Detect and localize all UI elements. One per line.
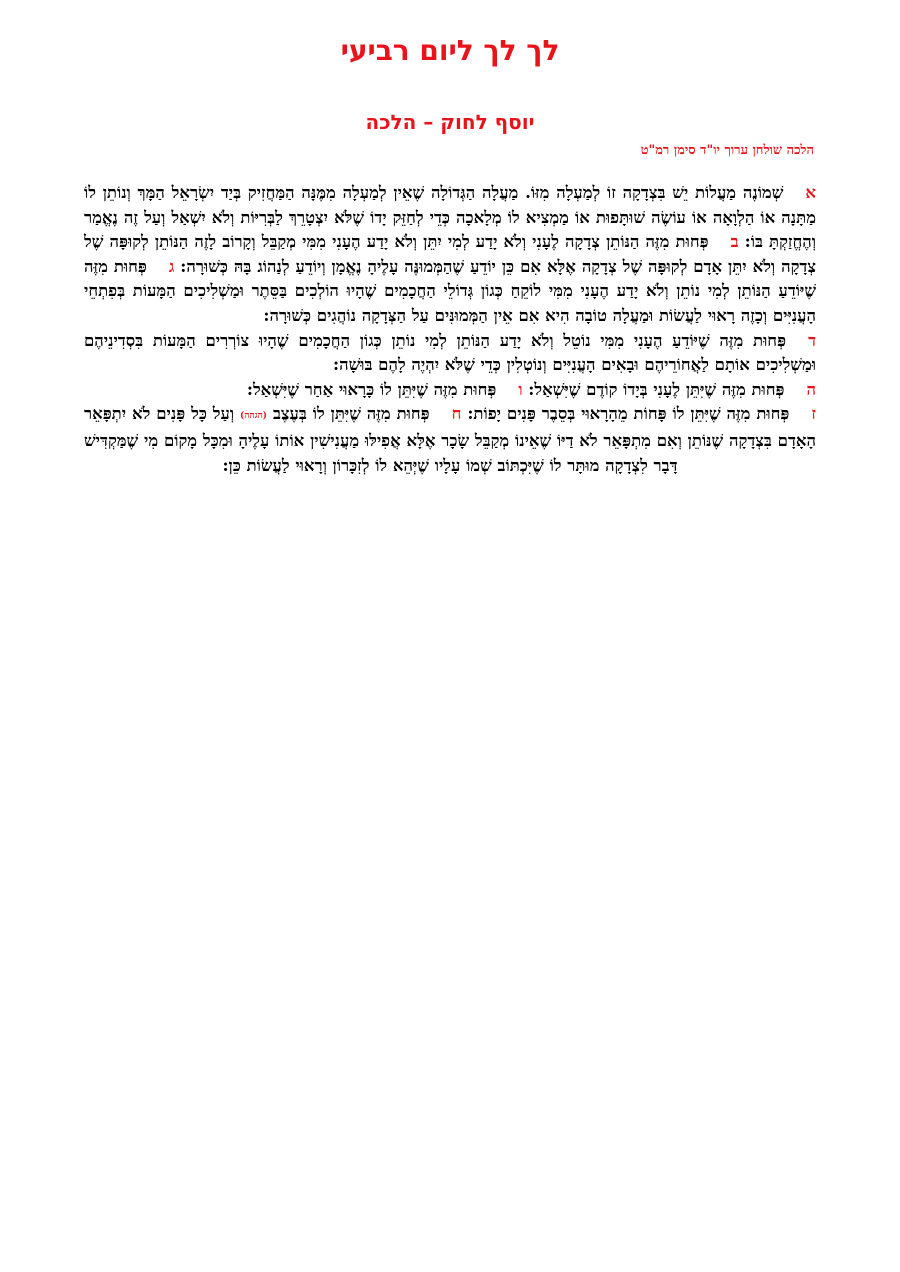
- halacha-text: [84, 181, 816, 478]
- section-text: שְׁמוֹנֶה מַעֲלוֹת יֵשׁ בִּצְדָקָה זוֹ לְמַעְלָה מִזּוֹ. מַעֲלָה הַגְּדוֹלָה שֶׁאֵין לְמַעְלָה מִמֶּנָּה הַמַּחֲזִיק בְּיַד יִשְׂרָאֵל הַמָּךְ וְנוֹתֵן לוֹ מַתָּנָה אוֹ הַלְוָאָה אוֹ עוֹשֶׂה שׁוּתָּפוּת אוֹ מַמְצִיא לוֹ מְלָאכָה כְּדֵי לְחַזֵּק יָדוֹ שֶׁלֹּא יִצְטָרֵךְ לַבְּרִיּוֹת וְלֹא יִשְׁאַל וְעַל זֶה נֶאֱמַר וְהֶחֱזַקְתָּ בּוֹ:: [84, 183, 816, 252]
- paragraph: [84, 402, 816, 478]
- section-text: וְעַל כָּל פָּנִים לֹא יִתְפָּאֵר הָאָדָם בִּצְדָקָה שֶׁנּוֹתֵן וְאִם מִתְפָּאֵר לֹא דַיּוֹ שֶׁאֵינוֹ מְקַבֵּל שָׂכָר אֶלָּא אֲפִילּוּ מַעֲנִישִׁין אוֹתוֹ עָלֶיהָ וּמִכָּל מָקוֹם מִי שֶׁמַּקְדִּישׁ דָּבָר לִצְדָקָה מוּתָּר לוֹ שֶׁיִּכְתּוֹב שְׁמוֹ עָלָיו שֶׁיְּהֵא לוֹ לְזִכָּרוֹן וְרָאוּי לַעֲשׂוֹת כֵּן:: [84, 404, 816, 475]
- section-marker: א: [805, 183, 816, 202]
- section-text: פְּחוּת מִזֶּה הַנּוֹתֵן צְדָקָה לֶעָנִי וְלֹא יָדַע לְמִי יִתֵּן וְלֹא יָדַע הֶעָנִי מִמִּי מְקַבֵּל וְקָרוֹב לָזֶה הַנּוֹתֵן לְקוּפָּה שֶׁל צְדָקָה וְלֹא יִתֵּן אָדָם לְקוּפָּה שֶׁל צְדָקָה אֶלָּא אִם כֵּן יוֹדֵעַ שֶׁהַמְּמוּנֶּה עָלֶיהָ נֶאֱמָן וְיוֹדֵעַ לְנַהוֹג בָּהּ כְּשׁוּרָה:: [84, 232, 816, 276]
- section-text: פְּחוּת מִזֶּה שֶׁיּוֹדֵעַ הַנּוֹתֵן לְמִי נוֹתֵן וְלֹא יָדַע הֶעָנִי מִמִּי לוֹקֵחַ כְּגוֹן גְּדוֹלֵי הַחֲכָמִים שֶׁהָיוּ הוֹלְכִים בַּסֵּתֶר וּמַשְׁלִיכִים הַמָּעוֹת בְּפִתְחֵי הָעֲנִיִּים וְכָזֶה רָאוּי לַעֲשׂוֹת וּמַעֲלָה טוֹבָה הִיא אִם אֵין הַמְּמוּנִּים עַל הַצְּדָקָה נוֹהֲגִים כְּשׁוּרָה:: [84, 256, 816, 325]
- page-title: לך לך ליום רביעי: [340, 34, 560, 67]
- section-marker: ח: [451, 404, 462, 424]
- hagaha-note-marker: (הגהה): [240, 411, 268, 422]
- section-marker: ד: [808, 330, 816, 350]
- section-text: פְּחוּת מִזֶּה שֶׁיִּתֵּן לוֹ בְּעֶצֶב: [272, 404, 430, 424]
- section-marker: ה: [806, 379, 816, 399]
- paragraph: [84, 329, 816, 378]
- section-text: פְּחוּת מִזֶּה שֶׁיִּתֵּן לוֹ פָּחוֹת מֵהָרָאוּי בְּסֵבֶר פָּנִים יָפוֹת:: [467, 404, 790, 424]
- paragraph: [84, 181, 816, 329]
- section-text: פְּחוּת מִזֶּה שֶׁיִּתֵּן לוֹ כָּרָאוּי אַחַר שֶׁיִּשְׁאַל:: [246, 379, 497, 399]
- page-subtitle: יוסף לחוק – הלכה: [365, 110, 535, 134]
- paragraph: [84, 378, 816, 403]
- section-text: פְּחוּת מִזֶּה שֶׁיִּתֵּן לֶעָנִי בְּיָדוֹ קוֹדֶם שֶׁיִּשְׁאַל:: [528, 379, 785, 399]
- source-reference: הלכה שולחן ערוך יו"ד סימן רמ"ט: [640, 143, 814, 158]
- section-marker: ו: [518, 379, 523, 399]
- section-text: פְּחוּת מִזֶּה שֶׁיּוֹדֵעַ הֶעָנִי מִמִּי נוֹטֵל וְלֹא יָדַע הַנּוֹתֵן לְמִי נוֹתֵן כְּגוֹן הַחֲכָמִים שֶׁהָיוּ צוֹרְרִים הַמָּעוֹת בִּסְדִינֵיהֶם וּמַשְׁלִיכִים אוֹתָם לַאֲחוֹרֵיהֶם וּבָאִים הָעֲנִיִּים וְנוֹטְלִין כְּדֵי שֶׁלֹּא יִהְיֶה לָהֶם בּוּשָׁה:: [84, 330, 816, 375]
- section-marker: ז: [811, 404, 816, 424]
- section-marker: ג: [168, 256, 175, 276]
- section-marker: ב: [730, 232, 739, 252]
